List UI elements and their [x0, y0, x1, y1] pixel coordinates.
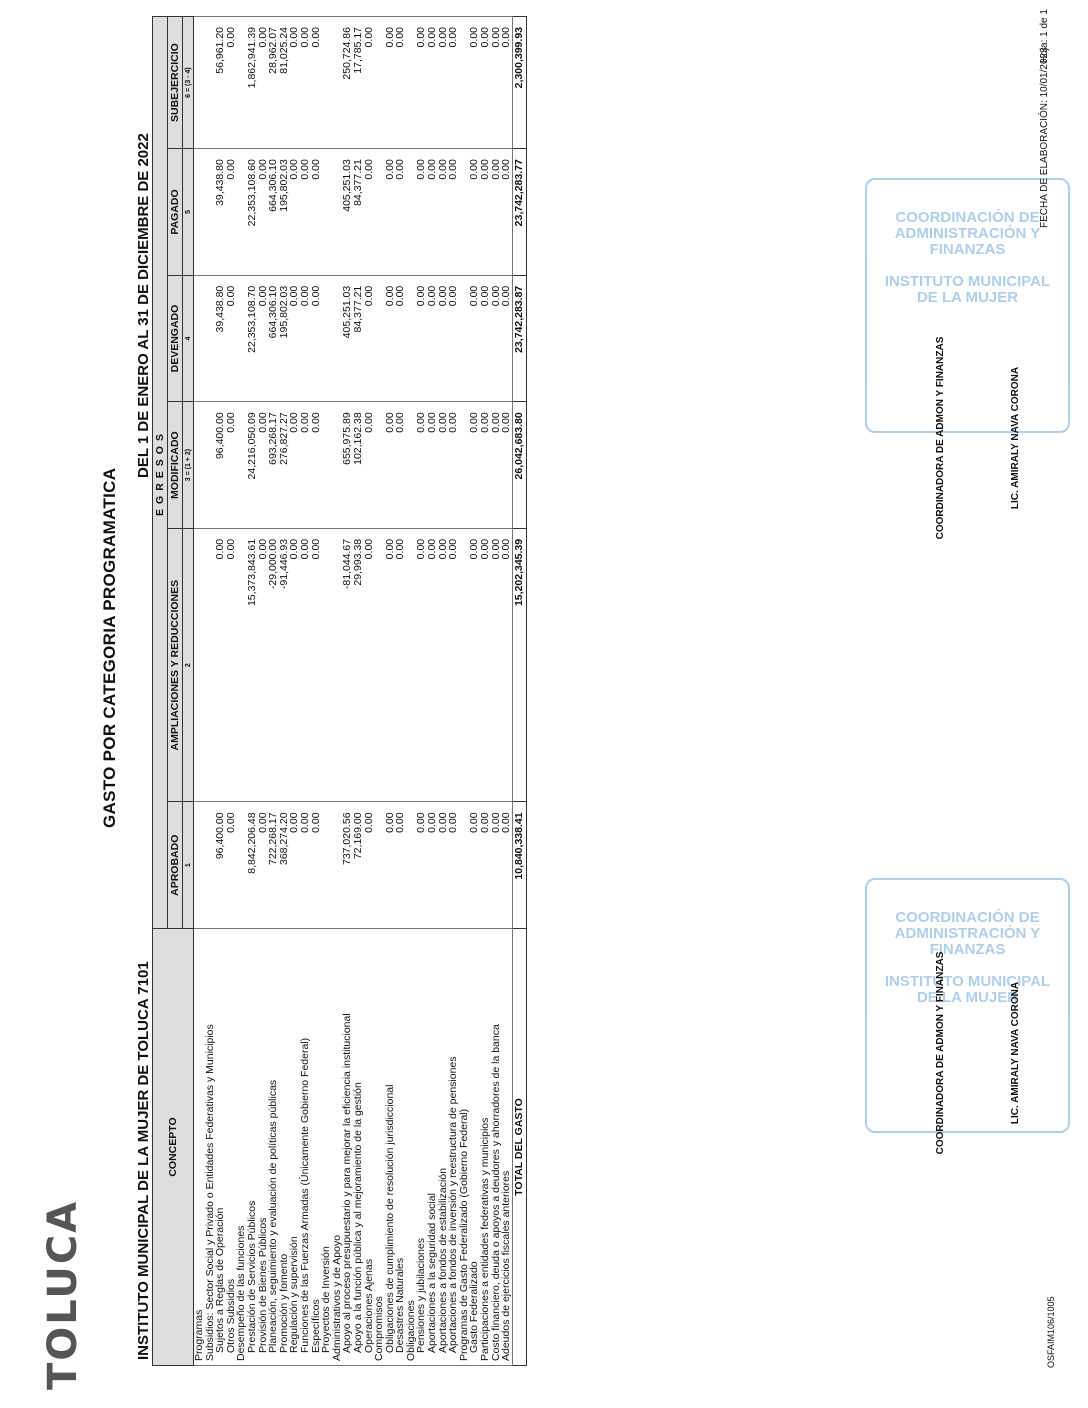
cell-ampliaciones: 0.00 — [300, 528, 311, 802]
cell-pagado: 0.00 — [258, 149, 269, 276]
col-aprobado: APROBADO — [168, 802, 183, 929]
row-concept: Apoyo al proceso presupuestario y para mejorar la eficiencia institucional — [342, 929, 353, 1366]
row-concept: Específicos — [311, 929, 322, 1366]
col-concepto: CONCEPTO — [153, 929, 194, 1366]
cell-subejercicio: 0.00 — [416, 17, 427, 149]
row-concept: Obligaciones de cumplimiento de resolución jurisdiccional — [385, 929, 396, 1366]
row-concept: Funciones de las Fuerzas Armadas (Únicamente Gobierno Federal) — [300, 929, 311, 1366]
cell-devengado: 0.00 — [364, 275, 375, 402]
cell-devengado: 0.00 — [311, 275, 322, 402]
stamp-text: INSTITUTO MUNICIPAL DE LA MUJER — [884, 273, 1051, 306]
row-concept: Obligaciones — [406, 929, 417, 1366]
cell-ampliaciones — [205, 528, 216, 802]
cell-ampliaciones: -81,044.67 — [342, 528, 353, 802]
cell-pagado: 0.00 — [395, 149, 406, 276]
cell-subejercicio: 17,785.17 — [353, 17, 364, 149]
cell-subejercicio: 0.00 — [258, 17, 269, 149]
cell-aprobado: 0.00 — [385, 802, 396, 929]
cell-subejercicio: 0.00 — [226, 17, 237, 149]
cell-aprobado: 8,842,206.48 — [247, 802, 258, 929]
cell-ampliaciones: 0.00 — [427, 528, 438, 802]
cell-subejercicio: 0.00 — [395, 17, 406, 149]
table-row — [311, 17, 322, 1366]
total-subejercicio: 2,300,399.93 — [512, 17, 526, 149]
cell-devengado: 0.00 — [448, 275, 459, 402]
col-group-egresos: EGRESOS — [153, 17, 168, 929]
creation-date: FECHA DE ELABORACIÓN: 10/01/2023 — [1039, 47, 1050, 228]
cell-devengado: 0.00 — [480, 275, 491, 402]
cell-ampliaciones: 0.00 — [289, 528, 300, 802]
row-concept: Administrativos y de Apoyo — [332, 929, 343, 1366]
cell-ampliaciones: 0.00 — [226, 528, 237, 802]
table-row — [406, 17, 417, 1366]
col-subejercicio-num: 6 = (3 - 4) — [183, 17, 194, 149]
row-concept: Aportaciones a fondos de estabilización — [438, 929, 449, 1366]
row-concept: Apoyo a la función pública y al mejoramiento de la gestión — [353, 929, 364, 1366]
cell-aprobado — [321, 802, 332, 929]
cell-aprobado: 0.00 — [416, 802, 427, 929]
cell-aprobado: 0.00 — [364, 802, 375, 929]
cell-modificado: 0.00 — [311, 402, 322, 529]
cell-ampliaciones: 0.00 — [491, 528, 502, 802]
cell-modificado: 0.00 — [491, 402, 502, 529]
cell-modificado — [321, 402, 332, 529]
cell-modificado: 24,216,050.09 — [247, 402, 258, 529]
stamp-text: COORDINACIÓN DE ADMINISTRACIÓN Y FINANZAS — [894, 909, 1041, 958]
row-concept: Aportaciones a fondos de inversión y reestructura de pensiones — [448, 929, 459, 1366]
table-row — [459, 17, 470, 1366]
cell-aprobado: 0.00 — [395, 802, 406, 929]
table-row — [364, 17, 375, 1366]
cell-subejercicio: 0.00 — [364, 17, 375, 149]
cell-subejercicio: 250,724.86 — [342, 17, 353, 149]
page-number: Hoja: 1 de 1 — [1039, 9, 1050, 63]
cell-subejercicio: 0.00 — [289, 17, 300, 149]
row-concept: Participaciones a entidades federativas y municipios — [480, 929, 491, 1366]
cell-devengado: 0.00 — [258, 275, 269, 402]
cell-aprobado: 0.00 — [448, 802, 459, 929]
cell-pagado: 0.00 — [480, 149, 491, 276]
col-modificado-num: 3 = (1 + 2) — [183, 402, 194, 529]
cell-modificado: 693,268.17 — [268, 402, 279, 529]
signature-title-right: COORDINADORA DE ADMON Y FINANZAS — [935, 336, 946, 540]
cell-modificado: 276,827.27 — [279, 402, 290, 529]
cell-aprobado: 0.00 — [300, 802, 311, 929]
cell-pagado: 0.00 — [385, 149, 396, 276]
cell-ampliaciones: 0.00 — [395, 528, 406, 802]
cell-subejercicio: 0.00 — [427, 17, 438, 149]
table-row — [247, 17, 258, 1366]
cell-modificado: 96,400.00 — [215, 402, 226, 529]
cell-ampliaciones: 0.00 — [311, 528, 322, 802]
cell-modificado: 0.00 — [385, 402, 396, 529]
cell-devengado: 405,251.03 — [342, 275, 353, 402]
row-concept: Prestación de Servicios Públicos — [247, 929, 258, 1366]
cell-pagado: 0.00 — [311, 149, 322, 276]
cell-ampliaciones: -29,000.00 — [268, 528, 279, 802]
col-pagado-num: 5 — [183, 149, 194, 276]
cell-ampliaciones — [406, 528, 417, 802]
table-row — [416, 17, 427, 1366]
cell-modificado: 0.00 — [226, 402, 237, 529]
cell-devengado: 195,802.03 — [279, 275, 290, 402]
cell-subejercicio: 0.00 — [448, 17, 459, 149]
cell-pagado: 0.00 — [491, 149, 502, 276]
cell-pagado: 0.00 — [416, 149, 427, 276]
cell-aprobado: 722,268.17 — [268, 802, 279, 929]
cell-subejercicio: 0.00 — [480, 17, 491, 149]
cell-aprobado: 368,274.20 — [279, 802, 290, 929]
cell-ampliaciones: -91,446.93 — [279, 528, 290, 802]
cell-pagado: 0.00 — [469, 149, 480, 276]
table-row — [427, 17, 438, 1366]
row-concept: Desastres Naturales — [395, 929, 406, 1366]
row-concept: Aportaciones a la seguridad social — [427, 929, 438, 1366]
cell-devengado — [194, 275, 205, 402]
cell-subejercicio: 81,025.24 — [279, 17, 290, 149]
cell-ampliaciones: 0.00 — [215, 528, 226, 802]
cell-modificado: 0.00 — [416, 402, 427, 529]
total-modificado: 26,042,683.80 — [512, 402, 526, 529]
table-row — [385, 17, 396, 1366]
col-subejercicio: SUBEJERCICIO — [168, 17, 183, 149]
cell-devengado: 0.00 — [427, 275, 438, 402]
table-row — [491, 17, 502, 1366]
cell-subejercicio — [194, 17, 205, 149]
col-aprobado-num: 1 — [183, 802, 194, 929]
cell-aprobado: 0.00 — [258, 802, 269, 929]
cell-ampliaciones: 0.00 — [258, 528, 269, 802]
table-row — [395, 17, 406, 1366]
cell-modificado — [194, 402, 205, 529]
table-row — [353, 17, 364, 1366]
col-ampliaciones-num: 2 — [183, 528, 194, 802]
cell-pagado — [321, 149, 332, 276]
cell-modificado: 0.00 — [480, 402, 491, 529]
cell-aprobado — [194, 802, 205, 929]
cell-subejercicio: 1,862,941.39 — [247, 17, 258, 149]
cell-ampliaciones — [459, 528, 470, 802]
cell-modificado: 0.00 — [395, 402, 406, 529]
table-row — [215, 17, 226, 1366]
col-modificado: MODIFICADO — [168, 402, 183, 529]
cell-aprobado: 0.00 — [289, 802, 300, 929]
col-ampliaciones: AMPLIACIONES Y REDUCCIONES — [168, 528, 183, 802]
row-concept: Promoción y fomento — [279, 929, 290, 1366]
table-row — [194, 17, 205, 1366]
cell-modificado: 0.00 — [501, 402, 512, 529]
cell-aprobado: 0.00 — [438, 802, 449, 929]
cell-modificado: 0.00 — [289, 402, 300, 529]
col-devengado-num: 4 — [183, 275, 194, 402]
col-pagado: PAGADO — [168, 149, 183, 276]
cell-ampliaciones: 0.00 — [480, 528, 491, 802]
cell-ampliaciones — [194, 528, 205, 802]
row-concept: Compromisos — [374, 929, 385, 1366]
cell-ampliaciones: 0.00 — [448, 528, 459, 802]
cell-aprobado: 0.00 — [469, 802, 480, 929]
cell-modificado: 102,162.38 — [353, 402, 364, 529]
cell-ampliaciones: 0.00 — [501, 528, 512, 802]
report-period: DEL 1 DE ENERO AL 31 DE DICIEMBRE DE 2022 — [135, 133, 152, 478]
cell-pagado: 0.00 — [501, 149, 512, 276]
cell-modificado: 0.00 — [427, 402, 438, 529]
institution-stamp-left — [865, 878, 1070, 1133]
cell-subejercicio: 28,962.07 — [268, 17, 279, 149]
cell-pagado: 0.00 — [448, 149, 459, 276]
cell-pagado: 0.00 — [226, 149, 237, 276]
cell-devengado: 0.00 — [469, 275, 480, 402]
stamp-text: COORDINACIÓN DE ADMINISTRACIÓN Y FINANZAS — [894, 209, 1041, 258]
cell-ampliaciones: 0.00 — [469, 528, 480, 802]
table-row — [501, 17, 512, 1366]
row-concept: Provisión de Bienes Públicos — [258, 929, 269, 1366]
cell-modificado: 0.00 — [258, 402, 269, 529]
total-pagado: 23,742,283.77 — [512, 149, 526, 276]
table-row — [205, 17, 216, 1366]
cell-pagado: 84,377.21 — [353, 149, 364, 276]
cell-aprobado: 0.00 — [491, 802, 502, 929]
row-concept: Programas — [194, 929, 205, 1366]
row-concept: Regulación y supervisión — [289, 929, 300, 1366]
cell-devengado: 22,353,108.70 — [247, 275, 258, 402]
cell-aprobado: 0.00 — [427, 802, 438, 929]
cell-devengado: 0.00 — [300, 275, 311, 402]
stamp-text: INSTITUTO MUNICIPAL DE LA MUJER — [884, 973, 1051, 1006]
cell-pagado: 0.00 — [289, 149, 300, 276]
cell-aprobado: 0.00 — [311, 802, 322, 929]
cell-devengado: 0.00 — [416, 275, 427, 402]
cell-pagado: 0.00 — [364, 149, 375, 276]
cell-ampliaciones: 0.00 — [364, 528, 375, 802]
cell-aprobado: 737,020.56 — [342, 802, 353, 929]
table-row — [279, 17, 290, 1366]
total-devengado: 23,742,283.87 — [512, 275, 526, 402]
cell-ampliaciones: 0.00 — [416, 528, 427, 802]
cell-ampliaciones: 0.00 — [385, 528, 396, 802]
total-label: TOTAL DEL GASTO — [512, 929, 526, 1366]
cell-subejercicio: 0.00 — [501, 17, 512, 149]
cell-devengado: 0.00 — [395, 275, 406, 402]
cell-modificado: 0.00 — [364, 402, 375, 529]
cell-pagado: 0.00 — [427, 149, 438, 276]
table-row — [300, 17, 311, 1366]
cell-devengado: 0.00 — [226, 275, 237, 402]
row-concept: Programas de Gasto Federalizado (Gobierno Federal) — [459, 929, 470, 1366]
cell-pagado: 195,802.03 — [279, 149, 290, 276]
signature-name-left: LIC. AMIRALY NAVA CORONA — [1010, 981, 1021, 1125]
cell-aprobado: 96,400.00 — [215, 802, 226, 929]
cell-ampliaciones: 29,993.38 — [353, 528, 364, 802]
cell-subejercicio: 56,961.20 — [215, 17, 226, 149]
cell-subejercicio: 0.00 — [438, 17, 449, 149]
cell-pagado: 0.00 — [300, 149, 311, 276]
cell-modificado: 0.00 — [448, 402, 459, 529]
table-row — [321, 17, 332, 1366]
cell-devengado: 0.00 — [385, 275, 396, 402]
row-concept: Proyectos de Inversión — [321, 929, 332, 1366]
col-devengado: DEVENGADO — [168, 275, 183, 402]
cell-subejercicio: 0.00 — [469, 17, 480, 149]
cell-devengado: 664,306.10 — [268, 275, 279, 402]
cell-pagado: 405,251.03 — [342, 149, 353, 276]
form-code: OSFAIM106/1005 — [1046, 1296, 1056, 1368]
cell-devengado — [321, 275, 332, 402]
row-concept: Planeación, seguimiento y evaluación de políticas públicas — [268, 929, 279, 1366]
cell-pagado: 39,438.80 — [215, 149, 226, 276]
cell-subejercicio: 0.00 — [491, 17, 502, 149]
total-row — [512, 17, 526, 1366]
toluca-logo: TOLUCA — [40, 1199, 86, 1390]
cell-devengado: 0.00 — [289, 275, 300, 402]
total-aprobado: 10,840,338.41 — [512, 802, 526, 929]
cell-modificado: 0.00 — [300, 402, 311, 529]
cell-ampliaciones — [321, 528, 332, 802]
cell-devengado: 0.00 — [491, 275, 502, 402]
cell-modificado: 0.00 — [469, 402, 480, 529]
total-ampliaciones: 15,202,345.39 — [512, 528, 526, 802]
cell-subejercicio: 0.00 — [311, 17, 322, 149]
program-spending-table — [152, 16, 527, 1366]
signature-title-left: COORDINADORA DE ADMON Y FINANZAS — [935, 951, 946, 1155]
cell-ampliaciones — [374, 528, 385, 802]
cell-devengado: 0.00 — [438, 275, 449, 402]
cell-ampliaciones: 15,373,843.61 — [247, 528, 258, 802]
cell-aprobado: 0.00 — [501, 802, 512, 929]
cell-ampliaciones: 0.00 — [438, 528, 449, 802]
row-concept: Otros Subsidios — [226, 929, 237, 1366]
row-concept: Costo financiero, deuda o apoyos a deudores y ahorradores de la banca — [491, 929, 502, 1366]
table-row — [226, 17, 237, 1366]
cell-devengado: 39,438.80 — [215, 275, 226, 402]
row-concept: Adeudos de ejercicios fiscales anteriores — [501, 929, 512, 1366]
cell-aprobado: 0.00 — [480, 802, 491, 929]
cell-subejercicio: 0.00 — [300, 17, 311, 149]
table-row — [268, 17, 279, 1366]
cell-pagado: 0.00 — [438, 149, 449, 276]
cell-subejercicio — [321, 17, 332, 149]
report-title: GASTO POR CATEGORIA PROGRAMATICA — [100, 467, 119, 828]
row-concept: Operaciones Ajenas — [364, 929, 375, 1366]
row-concept: Gasto Federalizado — [469, 929, 480, 1366]
cell-pagado — [194, 149, 205, 276]
cell-aprobado: 72,169.00 — [353, 802, 364, 929]
cell-subejercicio: 0.00 — [385, 17, 396, 149]
cell-devengado: 84,377.21 — [353, 275, 364, 402]
cell-modificado: 655,975.89 — [342, 402, 353, 529]
cell-pagado: 664,306.10 — [268, 149, 279, 276]
organization-name: INSTITUTO MUNICIPAL DE LA MUJER DE TOLUCA 7101 — [135, 961, 152, 1360]
row-concept: Desempeño de las funciones — [236, 929, 247, 1366]
row-concept: Subsidios: Sector Social y Privado o Entidades Federativas y Municipios — [205, 929, 216, 1366]
cell-pagado: 22,353,108.60 — [247, 149, 258, 276]
row-concept: Pensiones y jubilaciones — [416, 929, 427, 1366]
cell-modificado: 0.00 — [438, 402, 449, 529]
cell-devengado: 0.00 — [501, 275, 512, 402]
signature-name-right: LIC. AMIRALY NAVA CORONA — [1010, 366, 1021, 510]
cell-aprobado: 0.00 — [226, 802, 237, 929]
row-concept: Sujetos a Reglas de Operación — [215, 929, 226, 1366]
